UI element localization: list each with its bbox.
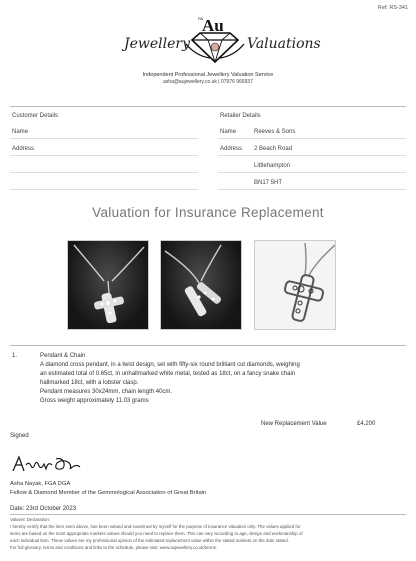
customer-details-title: Customer Details bbox=[12, 113, 59, 119]
declaration-line: items are based on the most appropriate markets values should you need to replace them. This can vary according to age, design and workmanship of bbox=[10, 531, 303, 536]
service-tagline: Independent Professional Jewellery Valuation Service bbox=[142, 72, 274, 78]
signature-image bbox=[10, 453, 90, 475]
valuation-date: Date: 23rd October 2023 bbox=[10, 506, 77, 512]
retailer-details-title: Retailer Details bbox=[220, 113, 261, 119]
item-number: 1. bbox=[12, 353, 18, 359]
logo-text-left: Jewellery bbox=[124, 36, 191, 52]
retailer-address-line-3: BN17 5HT bbox=[254, 180, 283, 186]
logo-pa-text: PA bbox=[198, 16, 204, 21]
top-divider bbox=[10, 106, 406, 107]
row-divider bbox=[10, 172, 198, 173]
valuation-title: Valuation for Insurance Replacement bbox=[92, 205, 324, 220]
company-logo bbox=[0, 16, 416, 64]
logo-text-right: Valuations bbox=[247, 36, 321, 52]
diamond-logo-icon bbox=[184, 16, 246, 64]
replacement-value: £4,200 bbox=[357, 421, 376, 427]
replacement-value-label: New Replacement Value bbox=[261, 421, 327, 427]
retailer-address-line-1: 2 Beach Road bbox=[254, 146, 293, 152]
item-description-line: A diamond cross pendant, in a twist design, set with fifty-six round brilliant cut diamonds, weighing bbox=[40, 362, 300, 368]
declaration-line: each individual item. These values are my professional opinion of the estimated replacement value within the stated markets on the date stated. bbox=[10, 538, 289, 543]
row-divider bbox=[10, 138, 198, 139]
item-description-line: an estimated total of 0.65ct, in unhallmarked white metal, tested as 18ct, on a fancy snake chain bbox=[40, 371, 296, 377]
declaration-divider bbox=[10, 514, 406, 515]
reference-number: Ref: RS-341 bbox=[377, 5, 408, 11]
retailer-name-value: Reeves & Sons bbox=[254, 129, 296, 135]
item-description-line: Gross weight approximately 11.03 grams bbox=[40, 398, 149, 404]
signed-label: Signed bbox=[10, 433, 29, 439]
declaration-line: I hereby certify that the item seen above, has been valued and examined by myself for the purpose of insurance valuation only. The values applied for bbox=[10, 524, 301, 529]
item-title: Pendant & Chain bbox=[40, 353, 86, 359]
customer-name-label: Name bbox=[12, 129, 29, 135]
row-divider bbox=[10, 155, 198, 156]
pendant-photo-front bbox=[67, 240, 149, 330]
logo-au-text: Au bbox=[202, 16, 224, 35]
valuer-fellowship: Fellow & Diamond Member of the Gemmological Association of Great Britain bbox=[10, 490, 207, 496]
item-description-line: hallmarked 18ct, with a lobster clasp. bbox=[40, 380, 139, 386]
retailer-name-label: Name bbox=[220, 129, 237, 135]
pendant-photo-side bbox=[160, 240, 242, 330]
contact-details: asha@aujewellery.co.uk | 07976 966937 bbox=[163, 79, 253, 85]
declaration-line: For full glossary, terms and conditions and links to the schedule, please visit: www.aujewellery.co.uk/terms. bbox=[10, 545, 218, 550]
row-divider bbox=[218, 138, 406, 139]
retailer-address-label: Address bbox=[220, 146, 243, 152]
valuer-name: Asha Nayak, FGA DGA bbox=[10, 481, 71, 487]
row-divider bbox=[218, 155, 406, 156]
declaration-title: Valuers' Declaration: bbox=[10, 517, 51, 522]
pendant-photo-back bbox=[254, 240, 336, 330]
retailer-address-line-2: Littlehampton bbox=[254, 163, 291, 169]
customer-address-label: Address bbox=[12, 146, 35, 152]
row-divider bbox=[10, 189, 198, 190]
item-divider bbox=[10, 345, 406, 346]
item-description-line: Pendant measures 30x24mm, chain length 40cm. bbox=[40, 389, 173, 395]
row-divider bbox=[218, 189, 406, 190]
row-divider bbox=[218, 172, 406, 173]
